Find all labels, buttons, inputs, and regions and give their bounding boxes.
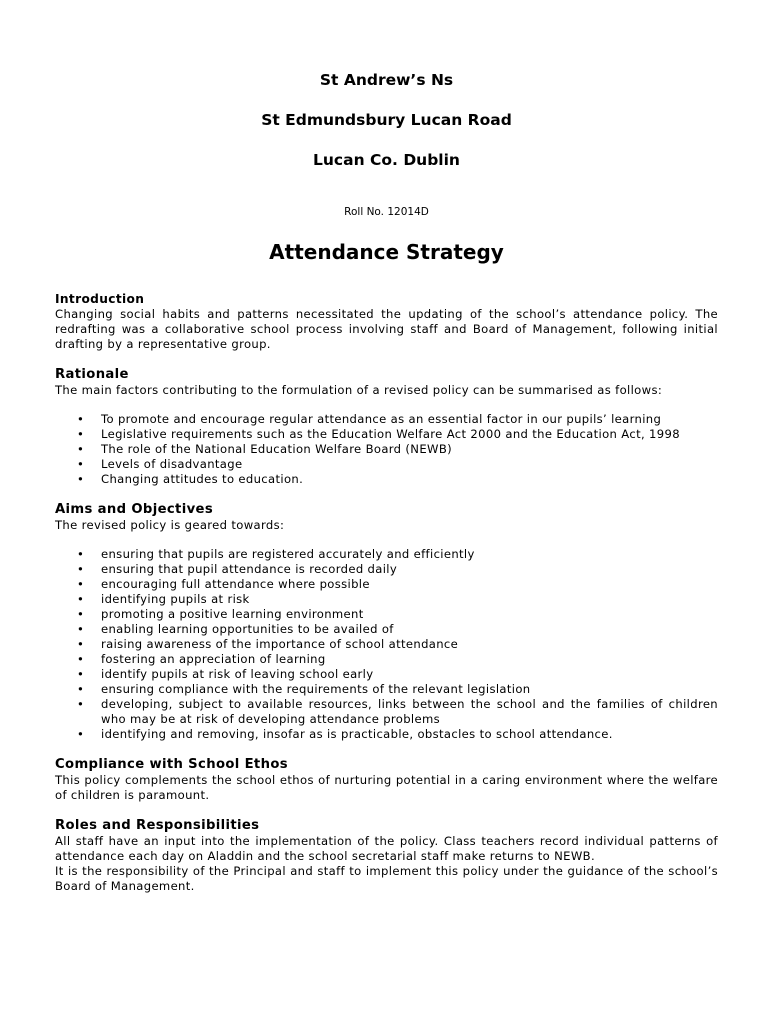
ethos-section <box>55 757 718 803</box>
roles-heading: Roles and Responsibilities <box>55 818 260 833</box>
list-item: • The role of the National Education Welfare Board (NEWB) <box>101 442 718 457</box>
rationale-section <box>55 367 718 487</box>
list-item: • identify pupils at risk of leaving school early <box>101 667 718 682</box>
aims-list <box>55 547 718 742</box>
aims-text: The revised policy is geared towards: <box>55 518 285 532</box>
roll-number: Roll No. 12014D <box>344 206 429 218</box>
rationale-text: The main factors contributing to the formulation of a revised policy can be summarised as follows: <box>55 383 663 397</box>
list-item: • enabling learning opportunities to be availed of <box>101 622 718 637</box>
roles-text-2: It is the responsibility of the Principal and staff to implement this policy under the guidance of the school’s Board of Management. <box>55 864 718 893</box>
list-item: • To promote and encourage regular attendance as an essential factor in our pupils’ learning <box>101 412 718 427</box>
roles-section <box>55 818 718 894</box>
list-item: • ensuring that pupils are registered accurately and efficiently <box>101 547 718 562</box>
introduction-section <box>55 292 718 352</box>
aims-heading: Aims and Objectives <box>55 502 214 517</box>
document-body <box>55 292 718 894</box>
list-item: • encouraging full attendance where possible <box>101 577 718 592</box>
list-item: • identifying and removing, insofar as is practicable, obstacles to school attendance. <box>101 727 718 742</box>
school-address-line-1: St Edmundsbury Lucan Road <box>261 111 512 129</box>
introduction-heading: Introduction <box>55 292 145 306</box>
list-item: • Changing attitudes to education. <box>101 472 718 487</box>
ethos-heading: Compliance with School Ethos <box>55 757 288 772</box>
roles-text-1: All staff have an input into the implementation of the policy. Class teachers record individual patterns of attendance each day on Aladdin and the school secretarial staff make returns to NEWB. <box>55 834 718 863</box>
list-item: • fostering an appreciation of learning <box>101 652 718 667</box>
list-item: • Levels of disadvantage <box>101 457 718 472</box>
school-address-line-2: Lucan Co. Dublin <box>313 151 460 169</box>
list-item: • ensuring that pupil attendance is recorded daily <box>101 562 718 577</box>
list-item: • developing, subject to available resources, links between the school and the families of children who may be at risk of developing attendance problems <box>101 697 718 727</box>
document-title: Attendance Strategy <box>269 240 504 264</box>
aims-section <box>55 502 718 742</box>
rationale-heading: Rationale <box>55 367 129 382</box>
rationale-list <box>55 412 718 487</box>
list-item: • ensuring compliance with the requirements of the relevant legislation <box>101 682 718 697</box>
introduction-text: Changing social habits and patterns necessitated the updating of the school’s attendance policy. The redrafting was a collaborative school process involving staff and Board of Management, following initial drafting by a representative group. <box>55 307 718 351</box>
school-name: St Andrew’s Ns <box>319 71 454 89</box>
list-item: • raising awareness of the importance of school attendance <box>101 637 718 652</box>
list-item: • promoting a positive learning environment <box>101 607 718 622</box>
list-item: • Legislative requirements such as the Education Welfare Act 2000 and the Education Act, 1998 <box>101 427 718 442</box>
list-item: • identifying pupils at risk <box>101 592 718 607</box>
ethos-text: This policy complements the school ethos of nurturing potential in a caring environment where the welfare of children is paramount. <box>55 773 718 802</box>
